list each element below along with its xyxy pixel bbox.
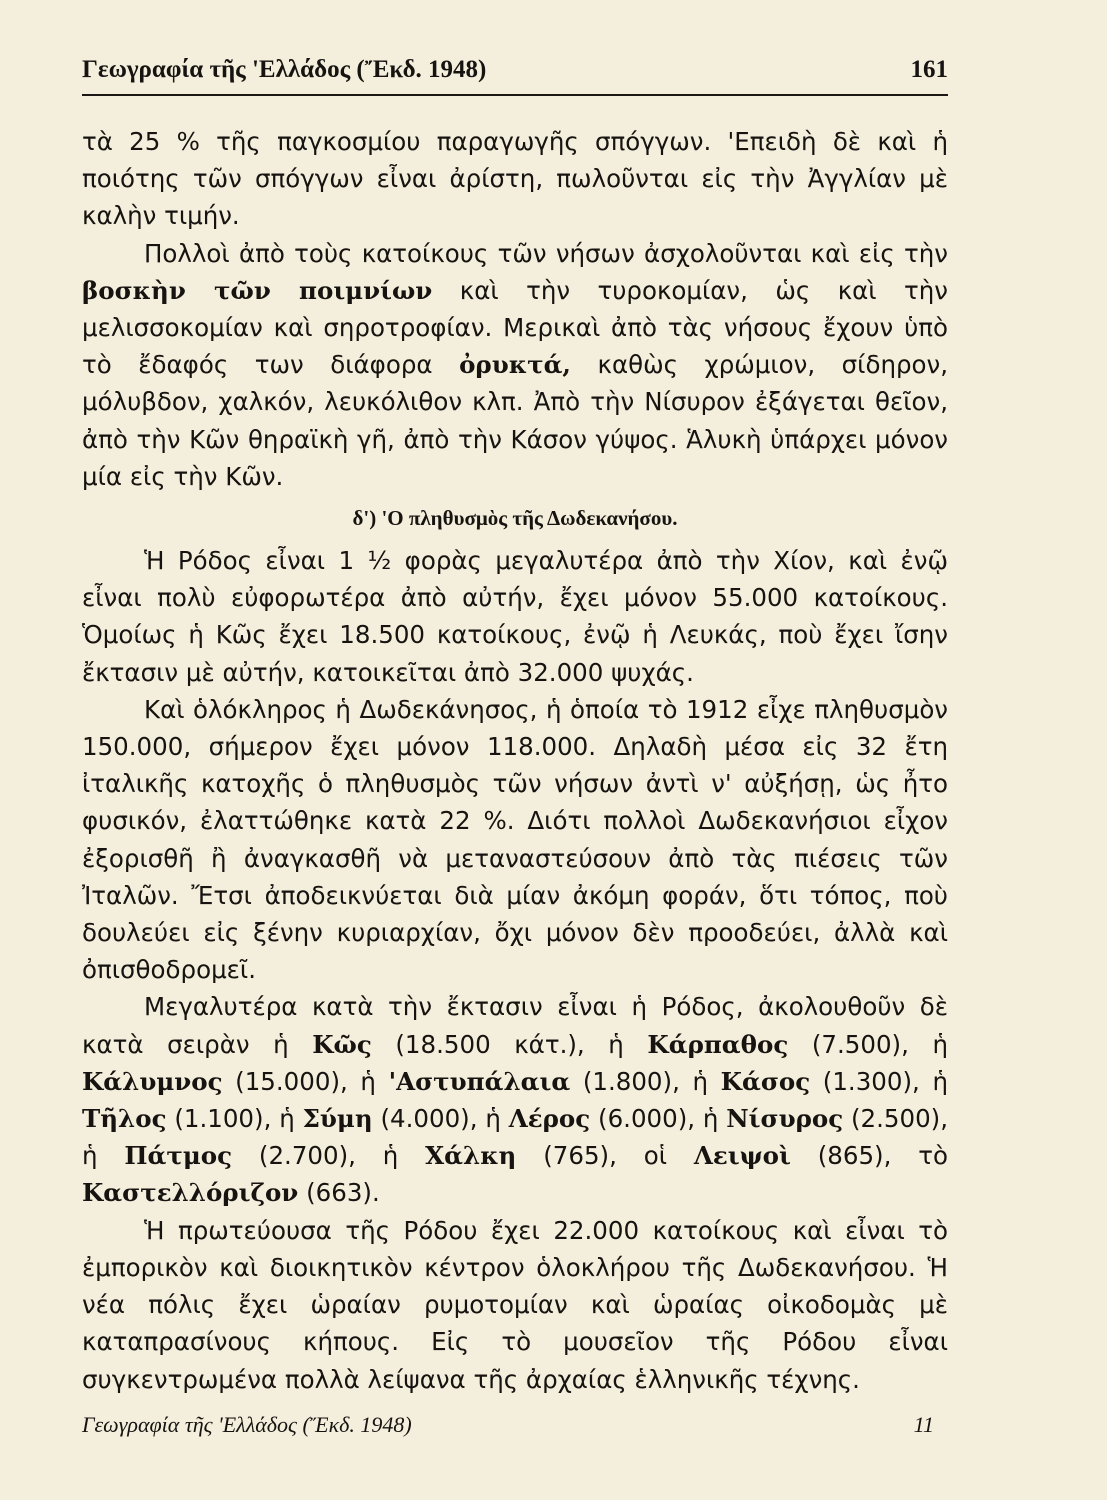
island-name: 'Αστυπάλαια — [388, 1066, 571, 1096]
island-name: Κάρπαθος — [647, 1029, 789, 1059]
paragraph-livestock-minerals — [82, 235, 948, 495]
signature-number: 11 — [913, 1412, 934, 1437]
text-run: (765), οἱ — [516, 1141, 694, 1171]
island-name: Κῶς — [312, 1029, 372, 1059]
text-run: (2.500), ἡ — [82, 1104, 949, 1171]
text-run: καὶ τὴν τυροκομίαν, ὡς καὶ τὴν μελισσοκομίαν καὶ σηροτροφίαν. Μερικαὶ ἀπὸ τὰς νήσους ἔχουν ὑπὸ τὸ ἔδαφός των διάφορα — [82, 275, 948, 380]
header-title: Γεωγραφία τῆς 'Ελλάδος (Ἔκδ. 1948) — [82, 56, 487, 83]
island-name: Χάλκη — [425, 1141, 517, 1171]
text-run: (2.700), ἡ — [232, 1141, 426, 1171]
text-run: (6.000), ἡ — [590, 1104, 727, 1134]
running-footer — [82, 1412, 948, 1442]
page-body — [82, 123, 948, 1398]
bold-term: ὀρυκτά, — [459, 350, 571, 380]
text-run: (1.800), ἡ — [570, 1066, 721, 1096]
paragraph-islands-list — [82, 988, 948, 1211]
island-name: Κάσος — [720, 1066, 811, 1096]
text-run: (15.000), ἡ — [222, 1066, 389, 1096]
island-name: Πάτμος — [124, 1141, 233, 1171]
text-run: Μεγαλυτέρα κατὰ τὴν ἔκτασιν εἶναι ἡ Ρόδος, ἀκολουθοῦν δὲ κατὰ σειρὰν ἡ — [82, 992, 948, 1059]
paragraph-sponges: τὰ 25 % τῆς παγκοσμίου παραγωγῆς σπόγγων. 'Επειδὴ δὲ καὶ ἡ ποιότης τῶν σπόγγων εἶναι ἀρίστη, πωλοῦνται εἰς τὴν Ἀγγλίαν μὲ καλὴν τιμήν. — [82, 127, 948, 231]
running-header — [82, 52, 948, 92]
page-number: 161 — [910, 56, 948, 83]
text-run: (18.500 κάτ.), ἡ — [371, 1029, 648, 1059]
text-run: καθὼς χρώμιον, σίδηρον, μόλυβδον, χαλκόν, λευκόλιθον κλπ. Ἀπὸ τὴν Νίσυρον ἐξάγεται θεῖον, ἀπὸ τὴν Κῶν θηραϊκὴ γῆ, ἀπὸ τὴν Κάσον γύψος. Ἁλυκὴ ὑπάρχει μόνον μία εἰς τὴν Κῶν. — [82, 350, 949, 491]
header-rule — [82, 94, 948, 96]
island-name: Λειψοὶ — [693, 1141, 791, 1171]
text-run: (4.000), ἡ — [372, 1104, 509, 1134]
text-run: Πολλοὶ ἀπὸ τοὺς κατοίκους τῶν νήσων ἀσχολοῦνται καὶ εἰς τὴν — [144, 238, 948, 268]
text-run: (1.100), ἡ — [166, 1104, 303, 1134]
island-name: Νίσυρος — [726, 1104, 844, 1134]
island-name: Κάλυμνος — [82, 1066, 223, 1096]
bold-term: βοσκὴν τῶν ποιμνίων — [82, 275, 433, 305]
island-name: Καστελλόριζον — [82, 1178, 299, 1208]
text-run: (663). — [298, 1178, 380, 1208]
island-name: Τῆλος — [82, 1104, 167, 1134]
paragraph-rhodes-capital: Ἡ πρωτεύουσα τῆς Ρόδου ἔχει 22.000 κατοίκους καὶ εἶναι τὸ ἐμπορικὸν καὶ διοικητικὸν κέντρον ὁλοκλήρου τῆς Δωδεκανήσου. Ἡ νέα πόλις ἔχει ὡραίαν ρυμοτομίαν καὶ ὡραίας οἰκοδομὰς μὲ καταπρασίνους κήπους. Εἰς τὸ μουσεῖον τῆς Ρόδου εἶναι συγκεντρωμένα πολλὰ λείψανα τῆς ἀρχαίας ἑλληνικῆς τέχνης. — [82, 1215, 948, 1394]
paragraph-rhodes-population: Ἡ Ρόδος εἶναι 1 ½ φορὰς μεγαλυτέρα ἀπὸ τὴν Χίον, καὶ ἐνῷ εἶναι πολὺ εὐφορωτέρα ἀπὸ αὐτήν, ἔχει μόνον 55.000 κατοίκους. Ὁμοίως ἡ Κῶς ἔχει 18.500 κατοίκους, ἐνῷ ἡ Λευκάς, ποὺ ἔχει ἴσην ἔκτασιν μὲ αὐτήν, κατοικεῖται ἀπὸ 32.000 ψυχάς. — [82, 546, 948, 687]
paragraph-population-decline: Καὶ ὁλόκληρος ἡ Δωδεκάνησος, ἡ ὁποία τὸ 1912 εἶχε πληθυσμὸν 150.000, σήμερον ἔχει μόνον 118.000. Δηλαδὴ μέσα εἰς 32 ἔτη ἰταλικῆς κατοχῆς ὁ πληθυσμὸς τῶν νήσων ἀντὶ ν' αὐξήσῃ, ὡς ἦτο φυσικόν, ἐλαττώθηκε κατὰ 22 %. Διότι πολλοὶ Δωδεκανήσιοι εἶχον ἐξορισθῆ ἢ ἀναγκασθῆ νὰ μεταναστεύσουν ἀπὸ τὰς πιέσεις τῶν Ἰταλῶν. Ἔτσι ἀποδεικνύεται διὰ μίαν ἀκόμη φοράν, ὅτι τόπος, ποὺ δουλεύει εἰς ξένην κυριαρχίαν, ὄχι μόνον δὲν προοδεύει, ἀλλὰ καὶ ὀπισθοδρομεῖ. — [82, 694, 948, 985]
section-heading: δ') 'Ο πληθυσμὸς τῆς Δωδεκανήσου. — [352, 506, 678, 531]
text-run: (7.500), ἡ — [788, 1029, 948, 1059]
text-run: (1.300), ἡ — [810, 1066, 948, 1096]
text-run: (865), τὸ — [790, 1141, 948, 1171]
island-name: Λέρος — [508, 1104, 591, 1134]
footer-title: Γεωγραφία τῆς 'Ελλάδος (Ἔκδ. 1948) — [82, 1412, 412, 1437]
island-name: Σύμη — [302, 1104, 373, 1134]
